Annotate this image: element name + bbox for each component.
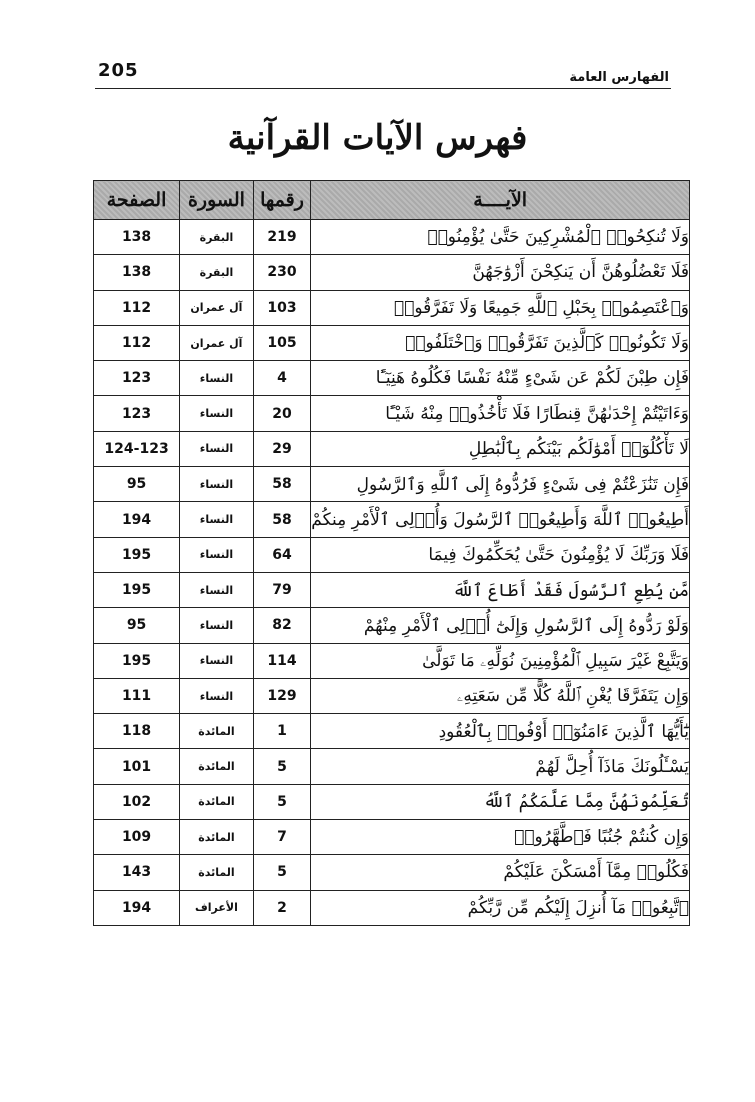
table-row: [94, 572, 690, 607]
surah-cell: المائدة: [180, 749, 254, 784]
surah-cell: النساء: [180, 361, 254, 396]
num-cell: 5: [253, 784, 311, 819]
table-row: [94, 608, 690, 643]
verse-cell: فَإِن تَنَٰزَعْتُمْ فِى شَىْءٍ فَرُدُّوهُ إِلَى ٱللَّهِ وَٱلرَّسُولِ: [311, 467, 690, 502]
header-rule: [95, 88, 671, 89]
verse-cell: يَٰٓأَيُّهَا ٱلَّذِينَ ءَامَنُوٓا۟ أَوْفُوا۟ بِٱلْعُقُودِ: [311, 714, 690, 749]
num-cell: 58: [253, 502, 311, 537]
verse-cell: وَيَتَّبِعْ غَيْرَ سَبِيلِ ٱلْمُؤْمِنِينَ نُوَلِّهِۦ مَا تَوَلَّىٰ: [311, 643, 690, 678]
verse-cell: ٱتَّبِعُوا۟ مَآ أُنزِلَ إِلَيْكُم مِّن رَّبِّكُمْ: [311, 890, 690, 925]
table-row: [94, 749, 690, 784]
surah-cell: النساء: [180, 608, 254, 643]
column-header-page: الصفحة: [94, 181, 180, 220]
verse-cell: وَلَا تُنكِحُوا۟ ٱلْمُشْرِكِينَ حَتَّىٰ يُؤْمِنُوا۟: [311, 220, 690, 255]
surah-cell: النساء: [180, 396, 254, 431]
verse-cell: فَلَا تَعْضُلُوهُنَّ أَن يَنكِحْنَ أَزْوَٰجَهُنَّ: [311, 255, 690, 290]
num-cell: 82: [253, 608, 311, 643]
num-cell: 5: [253, 749, 311, 784]
table-header-row: [94, 181, 690, 220]
page-cell: 95: [94, 608, 180, 643]
surah-cell: آل عمران: [180, 290, 254, 325]
page-cell: 195: [94, 643, 180, 678]
column-header-surah: السورة: [180, 181, 254, 220]
page-cell: 194: [94, 502, 180, 537]
page-cell: 195: [94, 537, 180, 572]
verse-cell: تُعَلِّمُونَهُنَّ مِمَّا عَلَّمَكُمُ ٱللَّهُ: [311, 784, 690, 819]
page-cell: 138: [94, 220, 180, 255]
table-row: [94, 255, 690, 290]
page-cell: 123: [94, 396, 180, 431]
page-cell: 101: [94, 749, 180, 784]
page-title: فهرس الآيات القرآنية: [227, 118, 528, 158]
surah-cell: الأعراف: [180, 890, 254, 925]
surah-cell: البقرة: [180, 255, 254, 290]
table-row: [94, 431, 690, 466]
verse-cell: أَطِيعُوا۟ ٱللَّهَ وَأَطِيعُوا۟ ٱلرَّسُولَ وَأُو۟لِى ٱلْأَمْرِ مِنكُمْ: [311, 502, 690, 537]
page-cell: 102: [94, 784, 180, 819]
page-cell: 195: [94, 572, 180, 607]
table-row: [94, 502, 690, 537]
page-cell: 194: [94, 890, 180, 925]
column-header-verse: الآيــــة: [311, 181, 690, 220]
page-cell: 118: [94, 714, 180, 749]
table-row: [94, 220, 690, 255]
verse-cell: يَسْـَٔلُونَكَ مَاذَآ أُحِلَّ لَهُمْ: [311, 749, 690, 784]
num-cell: 5: [253, 855, 311, 890]
table-row: [94, 325, 690, 360]
num-cell: 7: [253, 820, 311, 855]
surah-cell: النساء: [180, 572, 254, 607]
num-cell: 79: [253, 572, 311, 607]
column-header-number: رقمها: [253, 181, 311, 220]
num-cell: 114: [253, 643, 311, 678]
table-row: [94, 820, 690, 855]
page-cell: 143: [94, 855, 180, 890]
verse-cell: وَءَاتَيْتُمْ إِحْدَىٰهُنَّ قِنطَارًا فَلَا تَأْخُذُوا۟ مِنْهُ شَيْـًٔا: [311, 396, 690, 431]
table-row: [94, 396, 690, 431]
verse-cell: وَلَوْ رَدُّوهُ إِلَى ٱلرَّسُولِ وَإِلَىٰٓ أُو۟لِى ٱلْأَمْرِ مِنْهُمْ: [311, 608, 690, 643]
page-cell: 123: [94, 361, 180, 396]
page-cell: 111: [94, 678, 180, 713]
num-cell: 230: [253, 255, 311, 290]
running-title: الفهارس العامة: [569, 70, 669, 85]
verse-cell: مَّن يُطِعِ ٱلرَّسُولَ فَقَدْ أَطَاعَ ٱللَّهَ: [311, 572, 690, 607]
table-row: [94, 714, 690, 749]
table-row: [94, 537, 690, 572]
verse-cell: فَلَا وَرَبِّكَ لَا يُؤْمِنُونَ حَتَّىٰ يُحَكِّمُوكَ فِيمَا: [311, 537, 690, 572]
verse-cell: لَا تَأْكُلُوٓا۟ أَمْوَٰلَكُم بَيْنَكُم بِٱلْبَٰطِلِ: [311, 431, 690, 466]
num-cell: 103: [253, 290, 311, 325]
num-cell: 1: [253, 714, 311, 749]
num-cell: 4: [253, 361, 311, 396]
table-row: [94, 361, 690, 396]
verses-index-table: [93, 180, 690, 926]
table-row: [94, 784, 690, 819]
surah-cell: البقرة: [180, 220, 254, 255]
page-cell: 95: [94, 467, 180, 502]
num-cell: 129: [253, 678, 311, 713]
surah-cell: النساء: [180, 431, 254, 466]
page-cell: 138: [94, 255, 180, 290]
page-number: 205: [98, 60, 139, 81]
verse-cell: وَإِن يَتَفَرَّقَا يُغْنِ ٱللَّهُ كُلًّا مِّن سَعَتِهِۦ: [311, 678, 690, 713]
surah-cell: النساء: [180, 537, 254, 572]
page-cell: 109: [94, 820, 180, 855]
num-cell: 105: [253, 325, 311, 360]
table-row: [94, 643, 690, 678]
surah-cell: النساء: [180, 467, 254, 502]
surah-cell: النساء: [180, 502, 254, 537]
num-cell: 219: [253, 220, 311, 255]
page-cell: 124-123: [94, 431, 180, 466]
surah-cell: المائدة: [180, 784, 254, 819]
num-cell: 2: [253, 890, 311, 925]
num-cell: 58: [253, 467, 311, 502]
verse-cell: وَإِن كُنتُمْ جُنُبًا فَٱطَّهَّرُوا۟: [311, 820, 690, 855]
table-row: [94, 855, 690, 890]
table-row: [94, 678, 690, 713]
verse-cell: فَإِن طِبْنَ لَكُمْ عَن شَىْءٍ مِّنْهُ نَفْسًا فَكُلُوهُ هَنِيٓـًٔا: [311, 361, 690, 396]
page-cell: 112: [94, 325, 180, 360]
surah-cell: النساء: [180, 678, 254, 713]
verse-cell: وَٱعْتَصِمُوا۟ بِحَبْلِ ٱللَّهِ جَمِيعًا وَلَا تَفَرَّقُوا۟: [311, 290, 690, 325]
table-row: [94, 290, 690, 325]
page-cell: 112: [94, 290, 180, 325]
table-row: [94, 467, 690, 502]
num-cell: 64: [253, 537, 311, 572]
verse-cell: وَلَا تَكُونُوا۟ كَٱلَّذِينَ تَفَرَّقُوا۟ وَٱخْتَلَفُوا۟: [311, 325, 690, 360]
surah-cell: النساء: [180, 643, 254, 678]
surah-cell: آل عمران: [180, 325, 254, 360]
surah-cell: المائدة: [180, 714, 254, 749]
verse-cell: فَكُلُوا۟ مِمَّآ أَمْسَكْنَ عَلَيْكُمْ: [311, 855, 690, 890]
surah-cell: المائدة: [180, 855, 254, 890]
num-cell: 29: [253, 431, 311, 466]
num-cell: 20: [253, 396, 311, 431]
table-row: [94, 890, 690, 925]
surah-cell: المائدة: [180, 820, 254, 855]
